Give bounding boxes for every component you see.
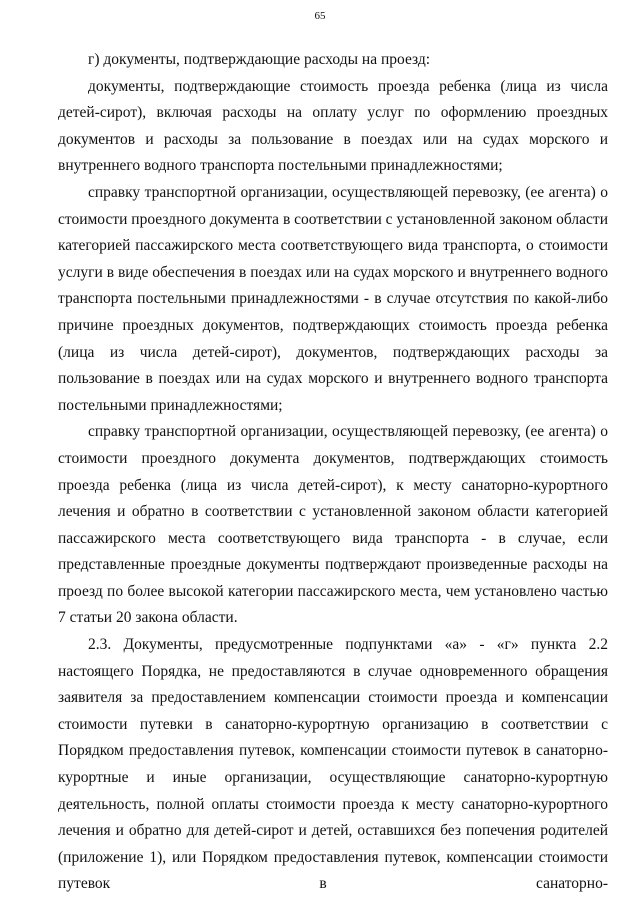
document-body: [58, 47, 608, 898]
paragraph-section-2-3: 2.3. Документы, предусмотренные подпунктами «а» - «г» пункта 2.2 настоящего Порядка, не предоставляются в случае одновременного обращения заявителя за предоставлением компенсации стоимости проезда и компенсации стоимости путевки в санаторно-курортную организацию в соответствии с Порядком предоставления путевок, компенсации стоимости путевок в санаторно-курортные и иные организации, осуществляющие санаторно-курортную деятельность, полной оплаты стоимости проезда к месту санаторно-курортного лечения и обратно для детей-сирот и детей, оставшихся без попечения родителей (приложение 1), или Порядком предоставления путевок, компенсации стоимости путевок в санаторно-: [58, 636, 608, 893]
paragraph-documents-heading: г) документы, подтверждающие расходы на проезд:: [88, 51, 431, 68]
paragraph-transport-certificate-higher-category: справку транспортной организации, осуществляющей перевозку, (ее агента) о стоимости проездного документа документов, подтверждающих стоимость проезда ребенка (лица из числа детей-сирот), к месту санаторно-курортного лечения и обратно в соответствии с установленной законом области категорией пассажирского места соответствующего вида транспорта - в случае, если представленные проездные документы подтверждают произведенные расходы на проезд по более высокой категории пассажирского места, чем установлено частью 7 статьи 20 закона области.: [58, 423, 608, 627]
paragraph-transport-certificate: справку транспортной организации, осуществляющей перевозку, (ее агента) о стоимости проездного документа в соответствии с установленной законом области категорией пассажирского места соответствующего вида транспорта, о стоимости услуги в виде обеспечения в поездах или на судах морского и внутреннего водного транспорта постельными принадлежностями - в случае отсутствия по какой-либо причине проездных документов, подтверждающих стоимость проезда ребенка (лица из числа детей-сирот), документов, подтверждающих расходы за пользование в поездах или на судах морского и внутреннего водного транспорта постельными принадлежностями;: [58, 183, 608, 414]
page-number: 65: [314, 10, 326, 22]
paragraph-travel-cost-documents: документы, подтверждающие стоимость проезда ребенка (лица из числа детей-сирот), включая расходы на оплату услуг по оформлению проездных документов и расходы за пользование в поездах или на судах морского и внутреннего водного транспорта постельными принадлежностями;: [58, 77, 608, 175]
